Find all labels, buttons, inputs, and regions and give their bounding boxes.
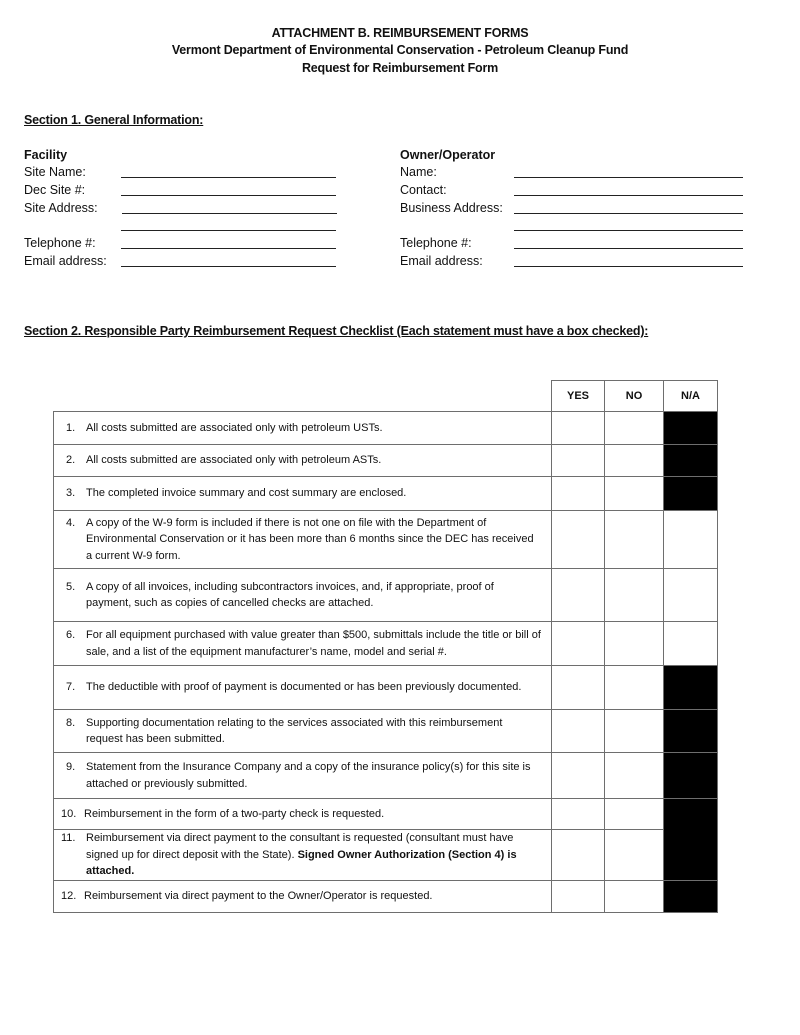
no-checkbox[interactable] [605,830,664,881]
owner-name-label: Name: [400,165,437,179]
form-title: Request for Reimbursement Form [301,61,499,75]
checklist-row [54,880,718,912]
no-checkbox[interactable] [605,511,664,569]
checklist-row [54,445,718,477]
checklist-row [54,666,718,710]
yes-checkbox[interactable] [552,753,605,799]
item-number: 8. [66,716,76,729]
item-text: Statement from the Insurance Company and a copy of the insurance policy(s) for this site is attached or previously submitted. [86,761,531,790]
facility-telephone-label: Telephone #: [24,236,96,250]
item-number: 3. [66,487,76,500]
checklist-row [54,412,718,445]
yes-checkbox[interactable] [552,445,605,477]
dec-site-field[interactable] [121,195,336,196]
item-text: Reimbursement via direct payment to the Owner/Operator is requested. [84,889,433,902]
na-checkbox[interactable] [664,511,718,569]
business-address-label: Business Address: [400,201,503,215]
facility-email-label: Email address: [24,254,107,268]
na-checkbox[interactable] [664,569,718,622]
facility-telephone-field[interactable] [121,248,336,249]
item-number: 12. [61,889,77,902]
checklist-row [54,830,718,881]
owner-telephone-field[interactable] [514,248,743,249]
item-text: The completed invoice summary and cost summary are enclosed. [86,487,407,500]
checklist-header-row [54,381,718,412]
no-checkbox[interactable] [605,412,664,445]
yes-checkbox[interactable] [552,569,605,622]
checklist-row [54,799,718,830]
item-number: 11. [61,832,76,844]
site-address-field[interactable] [122,213,337,214]
no-checkbox[interactable] [605,753,664,799]
checklist-row [54,753,718,799]
no-checkbox[interactable] [605,477,664,511]
na-blocked-cell [664,880,718,912]
column-na: N/A [664,381,718,412]
na-blocked-cell [664,753,718,799]
item-number: 2. [66,454,76,467]
no-checkbox[interactable] [605,666,664,710]
item-text: Reimbursement via direct payment to the consultant is requested (consultant must have signed up for direct deposit with the State). [86,832,514,861]
na-blocked-cell [664,799,718,881]
no-checkbox[interactable] [605,710,664,753]
na-blocked-cell [664,412,718,445]
checklist-row [54,569,718,622]
item-text-bold: Signed Owner Authorization (Section 4) is attached. [86,848,517,877]
item-number: 4. [66,516,76,529]
checklist-row [54,710,718,753]
contact-field[interactable] [514,195,743,196]
checklist-table [53,380,718,913]
no-checkbox[interactable] [605,569,664,622]
site-address-field-line2[interactable] [121,230,336,231]
owner-email-field[interactable] [514,266,743,267]
checklist-row [54,511,718,569]
item-text: Reimbursement in the form of a two-party check is requested. [84,807,385,820]
owner-heading: Owner/Operator [400,148,496,162]
item-text: A copy of the W-9 form is included if there is not one on file with the Department of Environmental Conservation or it has been more than 6 months since the DEC has received a current W-9 form. [86,516,534,562]
na-checkbox[interactable] [664,622,718,666]
no-checkbox[interactable] [605,445,664,477]
item-text: All costs submitted are associated only with petroleum USTs. [86,421,383,434]
no-checkbox[interactable] [605,880,664,912]
checklist-row [54,622,718,666]
item-text: All costs submitted are associated only with petroleum ASTs. [86,454,382,467]
item-text: The deductible with proof of payment is documented or has been previously documented. [86,681,522,694]
section1-title: Section 1. General Information: [24,113,204,127]
dec-site-label: Dec Site #: [24,183,86,197]
no-checkbox[interactable] [605,622,664,666]
yes-checkbox[interactable] [552,477,605,511]
business-address-field-line2[interactable] [514,230,743,231]
na-blocked-cell [664,666,718,710]
checklist-row [54,477,718,511]
facility-heading: Facility [24,148,68,162]
item-number: 6. [66,629,76,641]
item-number: 7. [66,681,76,694]
owner-telephone-label: Telephone #: [400,236,472,250]
item-text: A copy of all invoices, including subcontractors invoices, and, if appropriate, proof of payment, such as copies of cancelled checks are attached. [86,580,494,609]
yes-checkbox[interactable] [552,830,605,881]
na-blocked-cell [664,477,718,511]
yes-checkbox[interactable] [552,666,605,710]
yes-checkbox[interactable] [552,511,605,569]
item-number: 5. [66,580,76,593]
yes-checkbox[interactable] [552,710,605,753]
header-spacer [54,381,552,412]
yes-checkbox[interactable] [552,412,605,445]
item-number: 1. [66,421,76,434]
contact-label: Contact: [400,183,447,197]
item-text: Supporting documentation relating to the services associated with this reimbursement request has been submitted. [86,716,503,745]
yes-checkbox[interactable] [552,799,605,830]
item-number: 10. [61,807,77,820]
na-blocked-cell [664,710,718,753]
site-name-label: Site Name: [24,165,86,179]
site-address-label: Site Address: [24,201,98,215]
column-no: NO [605,381,664,412]
no-checkbox[interactable] [605,799,664,830]
owner-name-field[interactable] [514,177,743,178]
item-number: 9. [66,761,76,773]
section2-title: Section 2. Responsible Party Reimbursement Request Checklist (Each statement must have a box checked): [24,324,649,338]
site-name-field[interactable] [121,177,336,178]
department-title: Vermont Department of Environmental Conservation - Petroleum Cleanup Fund [171,43,629,57]
item-text: For all equipment purchased with value greater than $500, submittals include the title or bill of sale, and a list of the equipment manufacturer’s name, model and serial #. [86,629,541,658]
yes-checkbox[interactable] [552,622,605,666]
yes-checkbox[interactable] [552,880,605,912]
facility-email-field[interactable] [121,266,336,267]
business-address-field[interactable] [514,213,743,214]
owner-email-label: Email address: [400,254,483,268]
column-yes: YES [552,381,605,412]
na-blocked-cell [664,445,718,477]
attachment-title: ATTACHMENT B. REIMBURSEMENT FORMS [271,26,529,40]
